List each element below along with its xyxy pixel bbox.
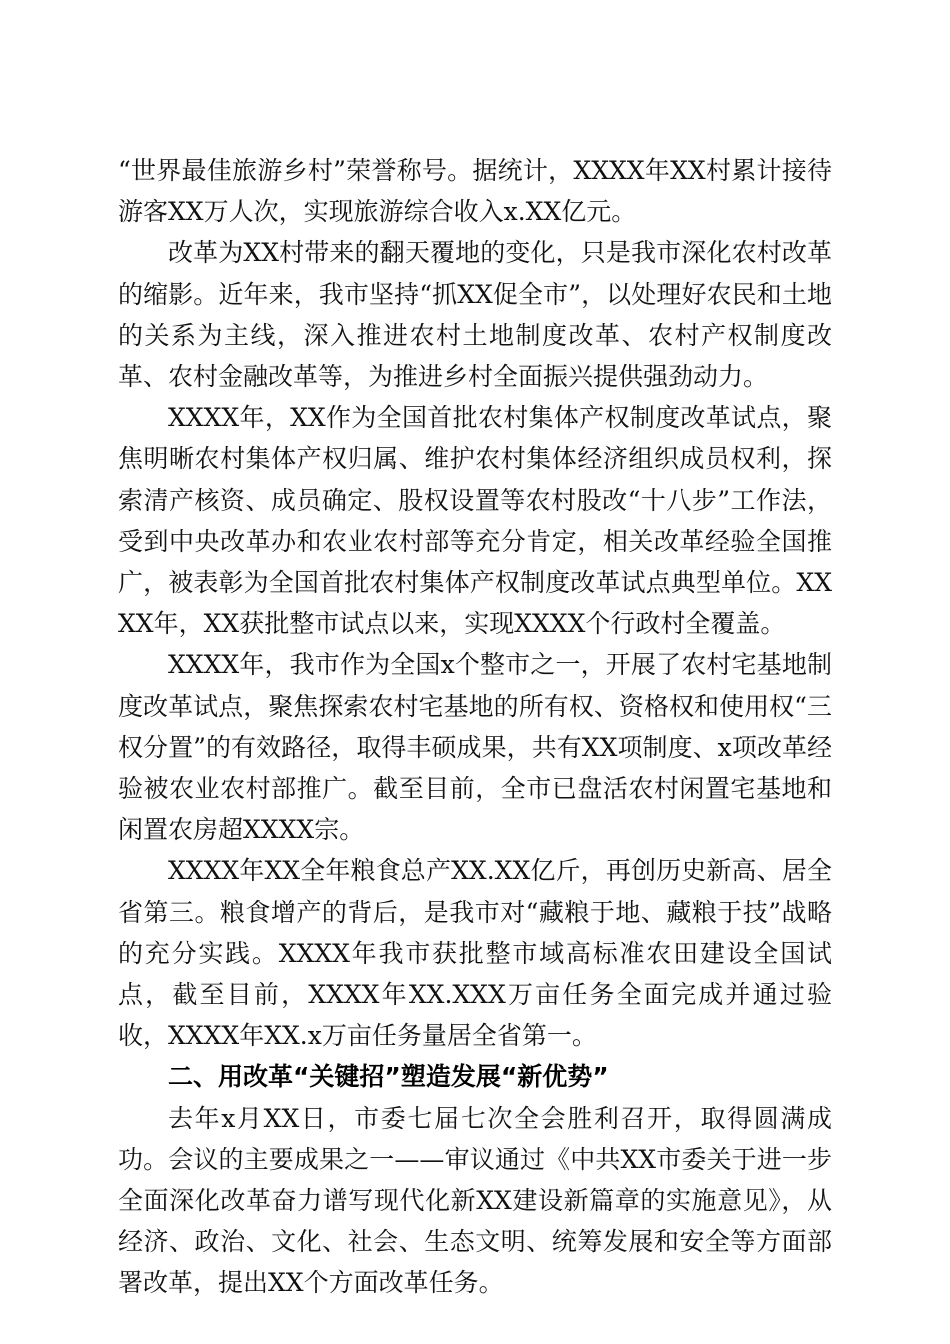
paragraph-plenary-session: 去年x月XX日，市委七届七次全会胜利召开，取得圆满成功。会议的主要成果之一——审议通过《中共XX市委关于进一步全面深化改革奋力谱写现代化新XX建设新篇章的实施意见》，从经济、政治、文化、社会、生态文明、统筹发展和安全等方面部署改革，提出XX个方面改革任务。 [118, 1103, 832, 1298]
paragraph-collective-property: XXXX年，XX作为全国首批农村集体产权制度改革试点，聚焦明晰农村集体产权归属、维护农村集体经济组织成员权利，探索清产核资、成员确定、股权设置等农村股改“十八步”工作法，受到中央改革办和农业农村部等充分肯定，相关改革经验全国推广，被表彰为全国首批农村集体产权制度改革试点典型单位。XXXX年，XX获批整市试点以来，实现XXXX个行政村全覆盖。 [118, 403, 832, 639]
document-body [118, 150, 832, 1304]
paragraph-reform-village: 改革为XX村带来的翻天覆地的变化，只是我市深化农村改革的缩影。近年来，我市坚持“抓XX促全市”，以处理好农民和土地的关系为主线，深入推进农村土地制度改革、农村产权制度改革、农村金融改革等，为推进乡村全面振兴提供强劲动力。 [118, 238, 832, 392]
section-heading: 二、用改革“关键招”塑造发展“新优势” [168, 1062, 609, 1092]
paragraph-grain-output: XXXX年XX全年粮食总产XX.XX亿斤，再创历史新高、居全省第三。粮食增产的背后，是我市对“藏粮于地、藏粮于技”战略的充分实践。XXXX年我市获批整市域高标准农田建设全国试点，截至目前，XXXX年XX.XXX万亩任务全面完成并通过验收，XXXX年XX.x万亩任务量居全省第一。 [118, 856, 832, 1051]
paragraph-continued: “世界最佳旅游乡村”荣誉称号。据统计，XXXX年XX村累计接待游客XX万人次，实现旅游综合收入x.XX亿元。 [118, 156, 832, 227]
paragraph-homestead-reform: XXXX年，我市作为全国x个整市之一，开展了农村宅基地制度改革试点，聚焦探索农村宅基地的所有权、资格权和使用权“三权分置”的有效路径，取得丰硕成果，共有XX项制度、x项改革经验被农业农村部推广。截至目前，全市已盘活农村闲置宅基地和闲置农房超XXXX宗。 [118, 650, 832, 845]
